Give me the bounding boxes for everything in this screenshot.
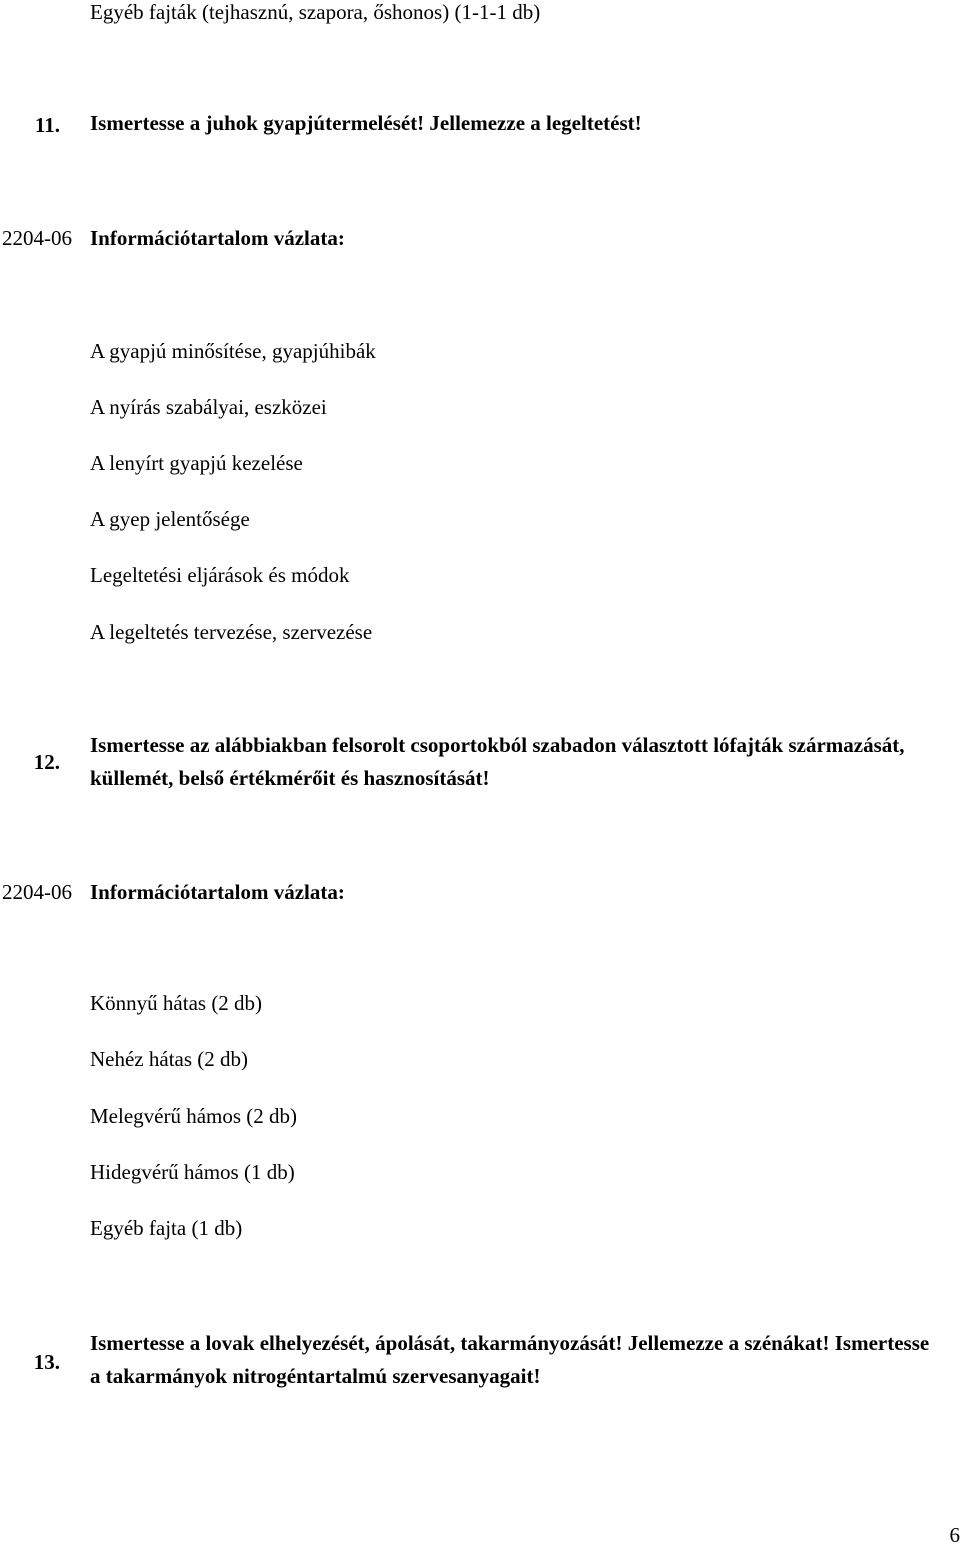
outline-2-item: Nehéz hátas (2 db) xyxy=(90,1047,249,1071)
outline-2-heading: Információtartalom vázlata: xyxy=(90,880,345,904)
outline-2-item: Könnyű hátas (2 db) xyxy=(90,991,263,1015)
outline-1-heading: Információtartalom vázlata: xyxy=(90,226,345,250)
question-12-number: 12. xyxy=(33,750,60,774)
outline-1-item: A lenyírt gyapjú kezelése xyxy=(90,451,303,475)
outline-1-code: 2204-06 xyxy=(2,226,72,250)
outline-1-item: Legeltetési eljárások és módok xyxy=(90,563,350,587)
outline-1-item: A gyep jelentősége xyxy=(90,507,250,531)
outline-1-item: A legeltetés tervezése, szervezése xyxy=(90,620,373,644)
question-11-text: Ismertesse a juhok gyapjútermelését! Jellemezze a legeltetést! xyxy=(90,111,642,135)
question-13-number: 13. xyxy=(33,1350,60,1374)
carryover-line: Egyéb fajták (tejhasznú, szapora, őshonos) (1-1-1 db) xyxy=(90,0,541,24)
outline-2-item: Melegvérű hámos (2 db) xyxy=(90,1104,298,1128)
outline-2-item: Egyéb fajta (1 db) xyxy=(90,1216,243,1240)
outline-1-item: A gyapjú minősítése, gyapjúhibák xyxy=(90,339,376,363)
question-12-text: Ismertesse az alábbiakban felsorolt csoportokból szabadon választott lófajták származását, küllemét, belső értékmérőit és hasznosítását! xyxy=(90,733,905,790)
question-11-number: 11. xyxy=(34,113,60,137)
outline-1-item: A nyírás szabályai, eszközei xyxy=(90,395,327,419)
question-13-text: Ismertesse a lovak elhelyezését, ápolását, takarmányozását! Jellemezze a szénákat! Ismertesse a takarmányok nitrogéntartalmú szervesanyagait! xyxy=(90,1331,930,1388)
page-number: 6 xyxy=(949,1523,960,1547)
outline-2-code: 2204-06 xyxy=(2,880,72,904)
outline-2-item: Hidegvérű hámos (1 db) xyxy=(90,1160,295,1184)
